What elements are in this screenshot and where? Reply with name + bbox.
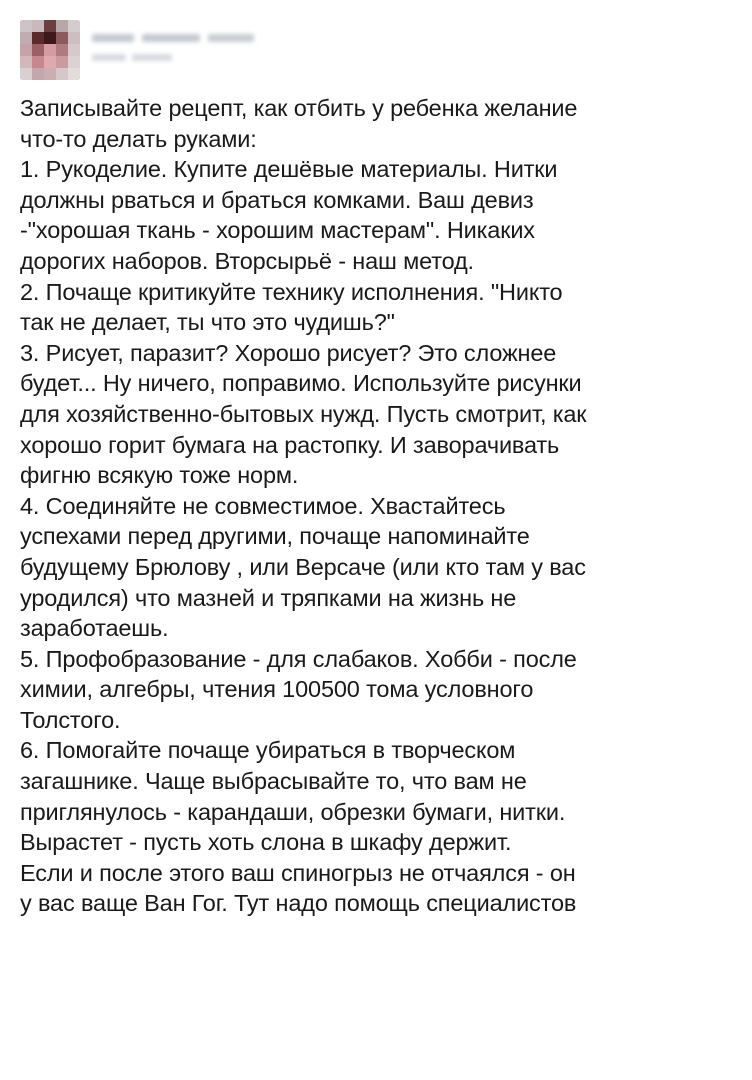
blurred-name-part bbox=[92, 34, 134, 42]
post-text-line: приглянулось - карандаши, обрезки бумаги, нитки. bbox=[20, 798, 566, 825]
post-text-line: для хозяйственно-бытовых нужд. Пусть смотрит, как bbox=[20, 400, 587, 427]
avatar-pixel bbox=[20, 44, 32, 56]
avatar-pixel bbox=[44, 56, 56, 68]
post-text-line: -"хорошая ткань - хорошим мастерам". Никаких bbox=[20, 217, 535, 244]
blurred-name-part bbox=[208, 34, 254, 42]
avatar-pixel bbox=[56, 32, 68, 44]
avatar-pixel bbox=[68, 68, 80, 80]
avatar-pixel bbox=[32, 56, 44, 68]
post-text-line: хорошо горит бумага на растопку. И заворачивать bbox=[20, 431, 560, 458]
avatar-pixel bbox=[56, 44, 68, 56]
post-text-line: что-то делать руками: bbox=[20, 125, 257, 152]
post-text-line: фигню всякую тоже норм. bbox=[20, 462, 299, 489]
avatar-pixel bbox=[44, 32, 56, 44]
avatar-pixel bbox=[56, 68, 68, 80]
avatar-pixel bbox=[68, 20, 80, 32]
post-text-line: загашнике. Чаще выбрасывайте то, что вам не bbox=[20, 768, 527, 795]
avatar-pixel bbox=[56, 56, 68, 68]
avatar-pixel bbox=[32, 20, 44, 32]
avatar-pixel bbox=[44, 44, 56, 56]
post-text-line: успехами перед другими, почаще напоминайте bbox=[20, 523, 530, 550]
post-text-line: дорогих наборов. Вторсырьё - наш метод. bbox=[20, 247, 474, 274]
avatar-pixel bbox=[20, 32, 32, 44]
author-block bbox=[92, 28, 312, 68]
avatar-pixel bbox=[20, 68, 32, 80]
post-text-line: Если и после этого ваш спиногрыз не отчаялся - он bbox=[20, 859, 576, 886]
post-text-line: 6. Помогайте почаще убираться в творческом bbox=[20, 737, 516, 764]
post-text-line: должны рваться и браться комками. Ваш девиз bbox=[20, 186, 534, 213]
avatar-pixel bbox=[32, 68, 44, 80]
avatar-pixel bbox=[32, 44, 44, 56]
post-header bbox=[20, 20, 320, 80]
avatar[interactable] bbox=[20, 20, 80, 80]
avatar-pixel bbox=[68, 44, 80, 56]
blurred-name-part bbox=[142, 34, 200, 42]
avatar-pixel bbox=[68, 56, 80, 68]
post-text-line: у вас ваще Ван Гог. Тут надо помощь специалистов bbox=[20, 890, 577, 917]
avatar-pixel bbox=[32, 32, 44, 44]
post-text-line: так не делает, ты что это чудишь?" bbox=[20, 309, 395, 336]
avatar-pixel bbox=[68, 32, 80, 44]
post-text-line: уродился) что мазней и тряпками на жизнь не bbox=[20, 584, 517, 611]
post-text-line: 3. Рисует, паразит? Хорошо рисует? Это сложнее bbox=[20, 339, 557, 366]
avatar-pixel bbox=[44, 20, 56, 32]
post-text-line: 4. Соединяйте не совместимое. Хвастайтесь bbox=[20, 492, 506, 519]
post-text-line: Вырастет - пусть хоть слона в шкафу держит. bbox=[20, 829, 512, 856]
post-text bbox=[20, 93, 736, 919]
avatar-pixel bbox=[44, 68, 56, 80]
post-text-line: 2. Почаще критикуйте технику исполнения. "Никто bbox=[20, 278, 563, 305]
avatar-pixel bbox=[56, 20, 68, 32]
avatar-pixel bbox=[20, 56, 32, 68]
avatar-pixel bbox=[20, 20, 32, 32]
post-text-line: будущему Брюлову , или Версаче (или кто там у вас bbox=[20, 553, 586, 580]
post-text-line: Толстого. bbox=[20, 706, 121, 733]
post-text-line: будет... Ну ничего, поправимо. Используйте рисунки bbox=[20, 370, 582, 397]
post-text-line: заработаешь. bbox=[20, 615, 169, 642]
post-text-line: 1. Рукоделие. Купите дешёвые материалы. Нитки bbox=[20, 156, 558, 183]
post-text-line: химии, алгебры, чтения 100500 тома условного bbox=[20, 676, 534, 703]
post-text-line: 5. Профобразование - для слабаков. Хобби - после bbox=[20, 645, 577, 672]
blurred-timestamp bbox=[132, 54, 172, 61]
blurred-timestamp bbox=[92, 54, 126, 61]
post-text-line: Записывайте рецепт, как отбить у ребенка желание bbox=[20, 95, 578, 121]
